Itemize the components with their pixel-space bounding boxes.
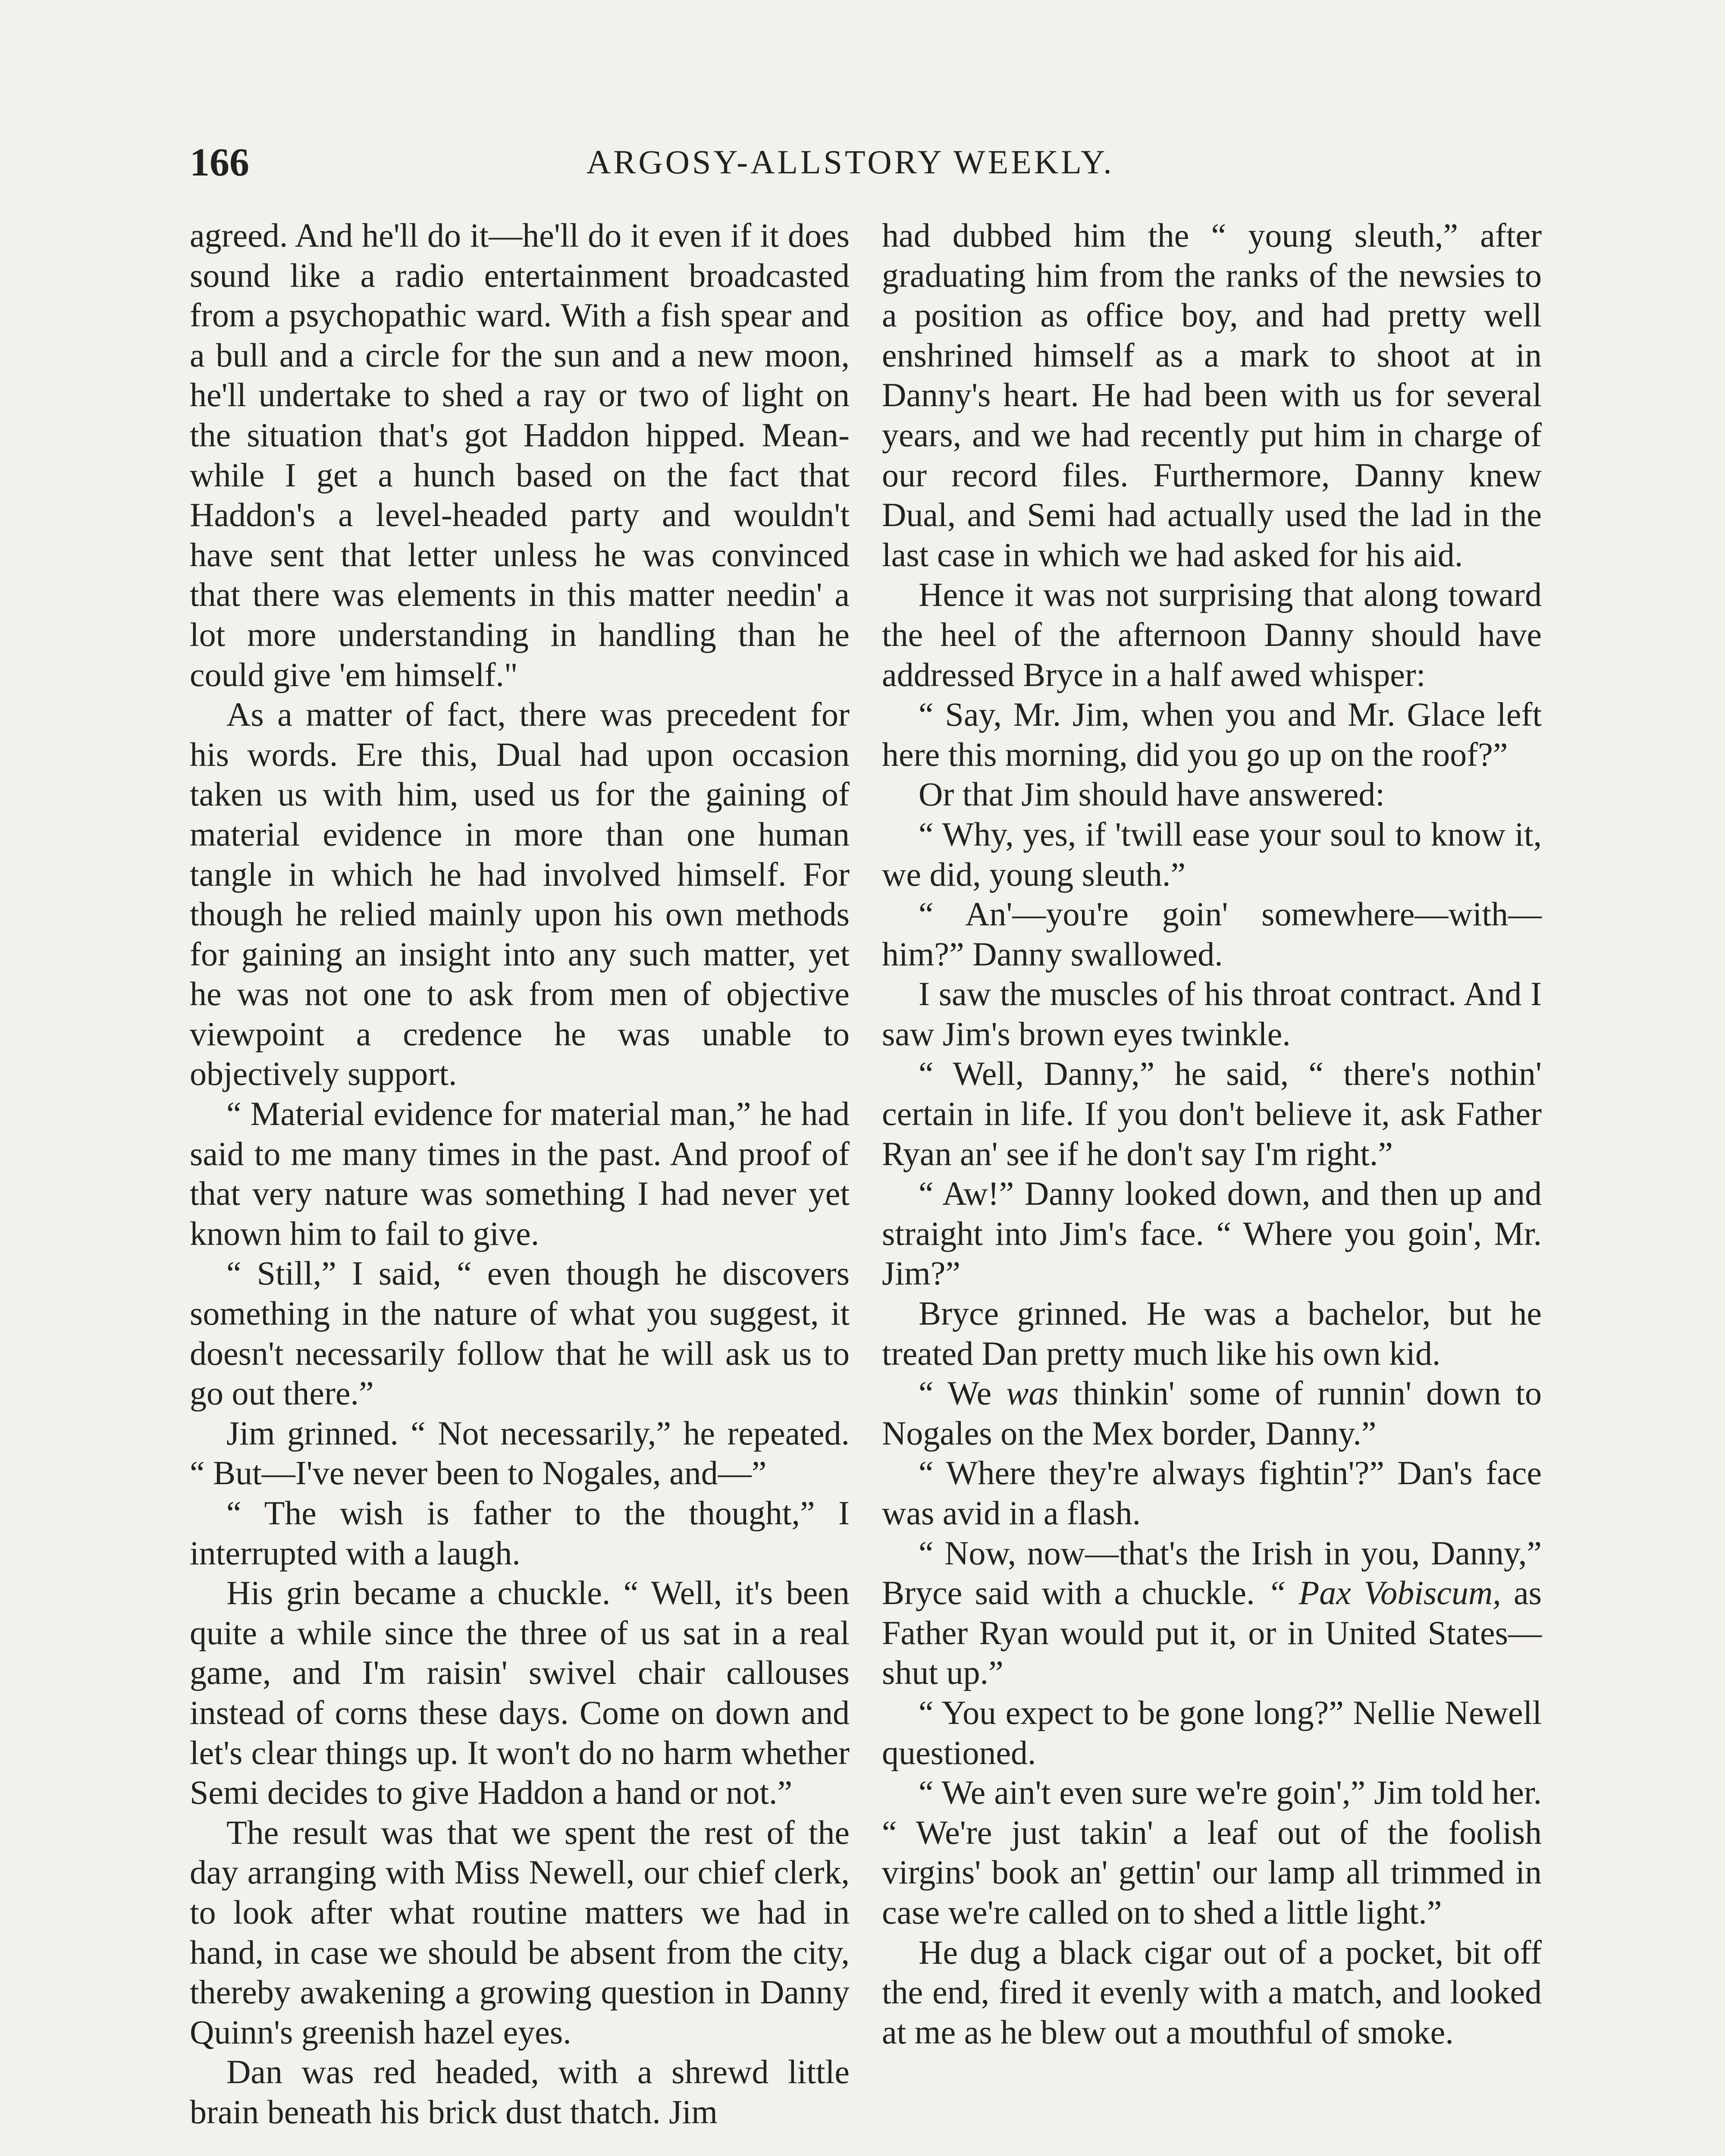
- text-run: “ We: [919, 1374, 1007, 1412]
- paragraph: Or that Jim should have answered:: [919, 775, 1385, 813]
- text-run: “ Now, now—that's the Irish in you, Danny,” Bryce said with a chuckle.: [882, 1534, 1542, 1612]
- right-column: [882, 216, 1542, 2052]
- page-number: 166: [190, 140, 249, 184]
- paragraph: “ Why, yes, if 'twill ease your soul to know it, we did, young sleuth.”: [882, 815, 1542, 893]
- paragraph: “ You expect to be gone long?” Nellie Newell questioned.: [882, 1693, 1542, 1771]
- paragraph: “ Say, Mr. Jim, when you and Mr. Glace left here this morning, did you go up on the roof?”: [882, 696, 1542, 773]
- paragraph: As a matter of fact, there was precedent for his words. Ere this, Dual had upon occasion taken us with him, used us for the gaining of material evidence in more than one human tangle in which he had involved himself. For though he relied mainly upon his own methods for gaining an insight into any such matter, yet he was not one to ask from men of objective viewpoint a credence he was unable to objectively support.: [190, 696, 850, 1093]
- paragraph: “ Where they're always fightin'?” Dan's face was avid in a flash.: [882, 1454, 1542, 1532]
- paragraph: [882, 1533, 1542, 1693]
- paragraph: The result was that we spent the rest of the day arranging with Miss Newell, our chief clerk, to look after what routine matters we had in hand, in case we should be absent from the city, thereby awakening a growing question in Danny Quinn's greenish hazel eyes.: [190, 1813, 850, 2051]
- paragraph: His grin became a chuckle. “ Well, it's been quite a while since the three of us sat in a real game, and I'm raisin' swivel chair callouses instead of corns these days. Come on down and let's clear things up. It won't do no harm whether Semi decides to give Haddon a hand or not.”: [190, 1574, 850, 1811]
- page-header: [190, 136, 1156, 188]
- paragraph: Hence it was not surprising that along toward the heel of the afternoon Danny should have addressed Bryce in a half awed whisper:: [882, 576, 1542, 693]
- paragraph: Jim grinned. “ Not necessarily,” he repeated. “ But—I've never been to Nogales, and—”: [190, 1414, 850, 1492]
- paragraph: “ Still,” I said, “ even though he discovers something in the nature of what you suggest, it doesn't necessarily follow that he will ask us to go out there.”: [190, 1254, 850, 1412]
- italic-phrase: “ Pax Vobiscum,: [1267, 1574, 1501, 1612]
- paragraph: “ We ain't even sure we're goin',” Jim told her. “ We're just takin' a leaf out of the foolish virgins' book an' gettin' our lamp all trimmed in case we're called on to shed a little light.”: [882, 1774, 1542, 1931]
- paragraph: “ Material evidence for material man,” he had said to me many times in the past. And proof of that very nature was something I had never yet known him to fail to give.: [190, 1095, 850, 1252]
- paragraph: Dan was red headed, with a shrewd little brain beneath his brick dust thatch. Jim: [190, 2053, 850, 2131]
- paragraph: agreed. And he'll do it—he'll do it even if it does sound like a radio entertainment broadcasted from a psychopathic ward. With a fish spear and a bull and a circle for the sun and a new moon, he'll undertake to shed a ray or two of light on the situation that's got Haddon hipped. Meanwhile I get a hunch based on the fact that Haddon's a level-headed party and wouldn't have sent that letter unless he was convinced that there was elements in this matter needin' a lot more understanding in handling than he could give 'em himself.": [190, 216, 850, 693]
- paragraph: “ Aw!” Danny looked down, and then up and straight into Jim's face. “ Where you goin', Mr. Jim?”: [882, 1175, 1542, 1292]
- text-run: thinkin' some of runnin' down to Nogales on the Mex border, Danny.”: [882, 1374, 1542, 1452]
- paragraph: I saw the muscles of his throat contract. And I saw Jim's brown eyes twinkle.: [882, 975, 1542, 1053]
- paragraph: [882, 1373, 1542, 1453]
- paragraph: “ The wish is father to the thought,” I interrupted with a laugh.: [190, 1494, 850, 1572]
- text-run: as Father Ryan would put it, or in United States—shut up.”: [882, 1574, 1542, 1692]
- paragraph: had dubbed him the “ young sleuth,” after graduating him from the ranks of the newsies to a position as office boy, and had pretty well enshrined himself as a mark to shoot at in Danny's heart. He had been with us for several years, and we had recently put him in charge of our record files. Furthermore, Danny knew Dual, and Semi had actually used the lad in the last case in which we had asked for his aid.: [882, 216, 1542, 573]
- paragraph: Bryce grinned. He was a bachelor, but he treated Dan pretty much like his own kid.: [882, 1294, 1542, 1372]
- paragraph: “ An'—you're goin' somewhere—with—him?” Danny swallowed.: [882, 895, 1542, 973]
- left-column: [190, 216, 850, 2132]
- running-head: ARGOSY-ALLSTORY WEEKLY.: [586, 143, 1114, 181]
- paragraph: “ Well, Danny,” he said, “ there's nothin' certain in life. If you don't believe it, ask Father Ryan an' see if he don't say I'm right.”: [882, 1055, 1542, 1172]
- paragraph: He dug a black cigar out of a pocket, bit off the end, fired it evenly with a match, and looked at me as he blew out a mouthful of smoke.: [882, 1933, 1542, 2051]
- italic-word: was: [1006, 1374, 1059, 1412]
